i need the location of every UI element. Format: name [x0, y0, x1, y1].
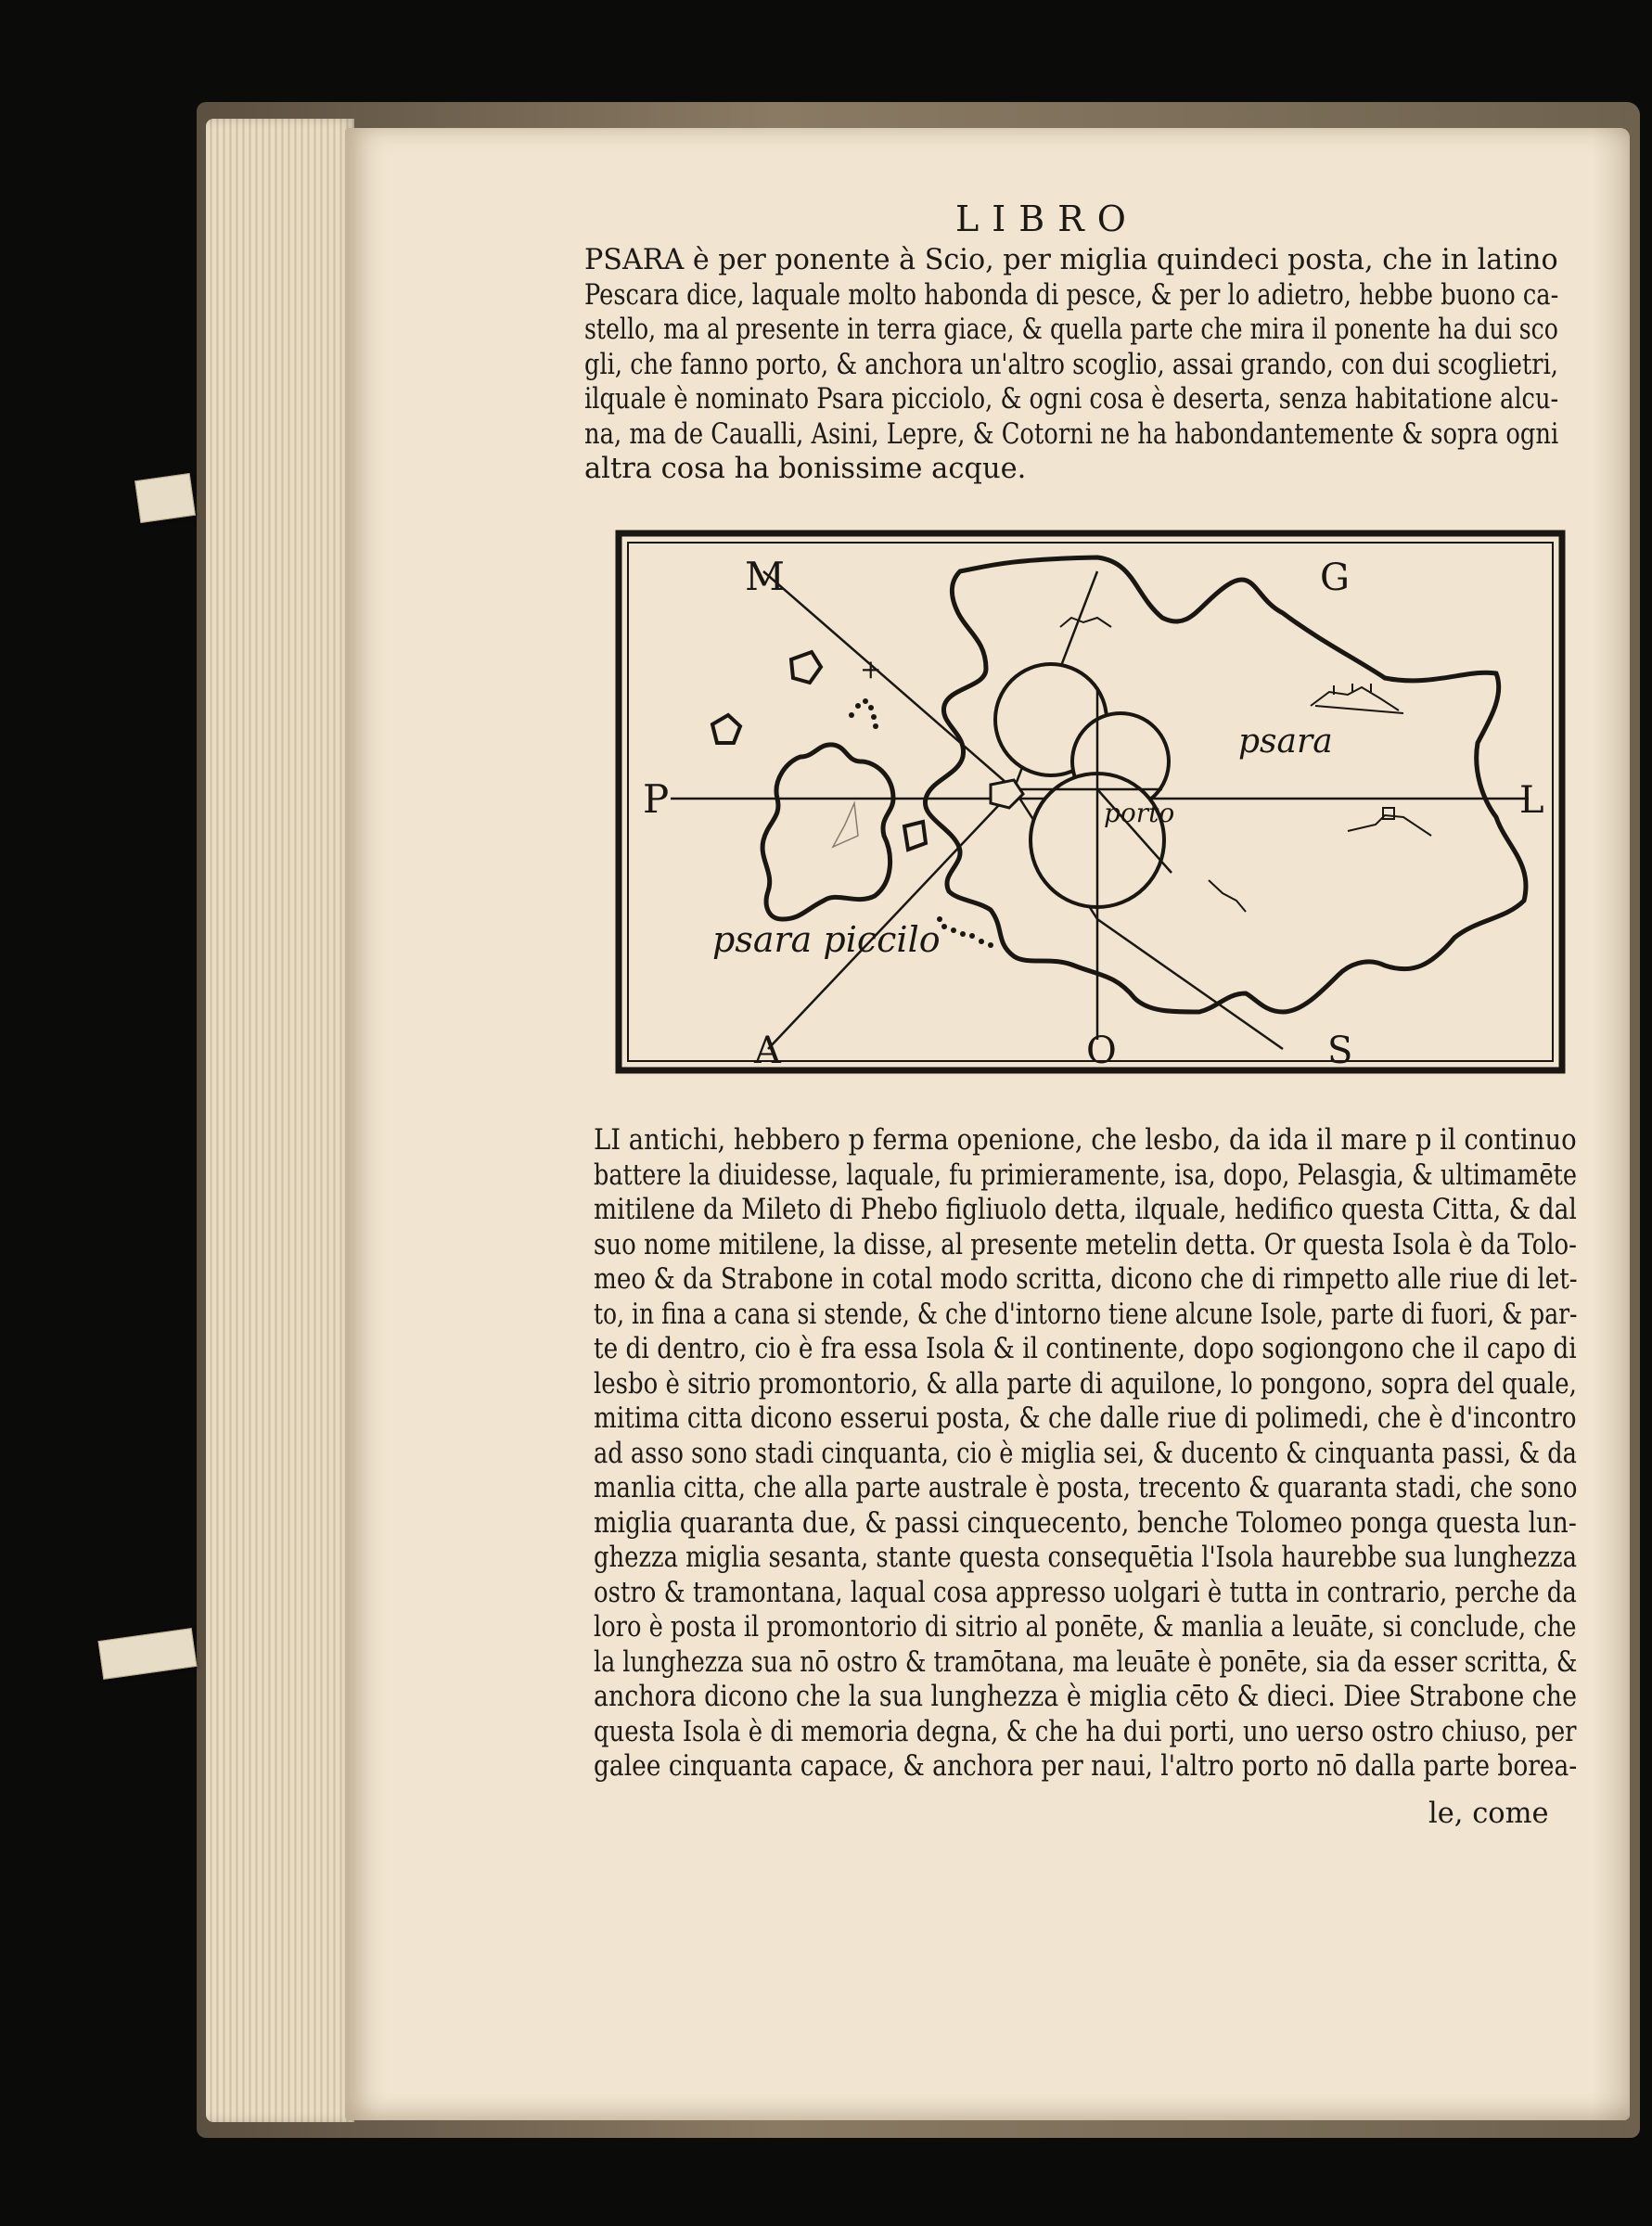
text-line: PSARA è per ponente à Scio, per miglia quindeci posta, che in latino — [584, 244, 1558, 276]
text-line: suo nome mitilene, la disse, al presente metelin detta. Or questa Isola è da Tolo- — [594, 1228, 1577, 1261]
text-line: ilquale è nominato Psara picciolo, & ogni cosa è deserta, senza habitatione alcu- — [584, 383, 1559, 416]
text-line: mitilene da Mileto di Phebo figliuolo detta, ilquale, hedifico questa Citta, & dal — [594, 1194, 1577, 1226]
text-line: questa Isola è di memoria degna, & che ha dui porti, uno uerso ostro chiuso, per — [594, 1715, 1577, 1748]
paper-tab-upper — [134, 473, 196, 523]
label-psara: psara — [1238, 723, 1333, 761]
text-line: lesbo è sitrio promontorio, & alla parte di aquilone, lo pongono, sopra del quale, — [594, 1367, 1577, 1401]
text-line: LI antichi, hebbero p ferma openione, che lesbo, da ida il mare p il continuo — [594, 1124, 1577, 1157]
text-line: anchora dicono che la sua lunghezza è miglia cēto & dieci. Diee Strabone che — [594, 1681, 1577, 1713]
text-line: gli, che fanno porto, & anchora un'altro scoglio, assai grando, con dui scoglietri, — [584, 348, 1558, 381]
text-line: la lunghezza sua nō ostro & tramōtana, ma leuāte è ponēte, sia da esser scritta, & — [594, 1645, 1578, 1679]
paper-tab-lower — [98, 1628, 198, 1680]
text-line: na, ma de Caualli, Asini, Lepre, & Cotorni ne ha habondantemente & sopra ogni — [584, 417, 1559, 451]
text-line: galee cinquanta capace, & anchora per naui, l'altro porto nō dalla parte borea- — [594, 1750, 1578, 1783]
text-line: altra cosa ha bonissime acque. — [584, 453, 1027, 485]
catchword: le, come — [1428, 1797, 1549, 1830]
psara-piccilo-island — [762, 745, 893, 919]
text-line: loro è posta il promontorio di sitrio al ponēte, & manlia a leuāte, si conclude, che — [594, 1611, 1577, 1644]
compass-letter-top-left: M — [745, 554, 786, 599]
text-line: mitima citta dicono esserui posta, & che dalle riue di polimedi, che è d'incontro — [594, 1402, 1577, 1435]
text-line: ostro & tramontana, laqual cosa appresso uolgari è tutta in contrario, perche da — [594, 1576, 1577, 1609]
running-header: LIBRO — [955, 198, 1139, 239]
compass-letter-bottom-right: S — [1327, 1030, 1353, 1072]
text-line: to, in fina a cana si stende, & che d'intorno tiene alcune Isole, parte di fuori, & par- — [594, 1298, 1578, 1331]
text-line: battere la diuidesse, laquale, fu primieramente, isa, dopo, Pelasgia, & ultimamēte — [594, 1158, 1577, 1192]
compass-letter-left: P — [643, 776, 670, 822]
text-line: ad asso sono stadi cinquanta, cio è miglia sei, & ducento & cinquanta passi, & da — [594, 1437, 1577, 1470]
text-line: ghezza miglia sesanta, stante questa consequētia l'Isola haurebbe sua lunghezza — [594, 1542, 1578, 1574]
label-psara-piccilo: psara piccilo — [712, 919, 941, 960]
islet-2 — [712, 715, 740, 743]
woodcut-map — [615, 530, 1566, 1074]
text-line: meo & da Strabone in cotal modo scritta, dicono che di rimpetto alle riue di let- — [594, 1263, 1578, 1296]
show-through-ghost — [649, 202, 661, 240]
svg-text:+: + — [860, 654, 882, 684]
text-line: Pescara dice, laquale molto habonda di pesce, & per lo adietro, hebbe buono ca- — [584, 278, 1559, 312]
text-line: stello, ma al presente in terra giace, & quella parte che mira il ponente ha dui sco — [584, 313, 1558, 346]
islet-3 — [904, 822, 926, 850]
text-line: manlia citta, che alla parte australe è posta, trecento & quaranta stadi, che sono — [594, 1472, 1578, 1504]
compass-letter-right: L — [1519, 779, 1544, 822]
wind-line-se-outer — [1097, 919, 1283, 1049]
paragraph-psara — [584, 243, 1652, 487]
label-porto: porto — [1104, 798, 1175, 828]
paragraph-lesbo — [594, 1123, 1652, 1785]
islet-1 — [791, 652, 821, 683]
page-edges — [206, 119, 354, 2122]
text-line: te di dentro, cio è fra essa Isola & il continente, dopo sogiongono che il capo di — [594, 1333, 1577, 1365]
compass-letter-top-right: G — [1320, 556, 1350, 599]
text-line: miglia quaranta due, & passi cinquecento, benche Tolomeo ponga questa lun- — [594, 1506, 1577, 1540]
compass-letter-bottom-mid: O — [1086, 1030, 1117, 1072]
compass-letter-bottom-left: A — [754, 1030, 781, 1072]
harbor-entrance — [991, 780, 1023, 808]
